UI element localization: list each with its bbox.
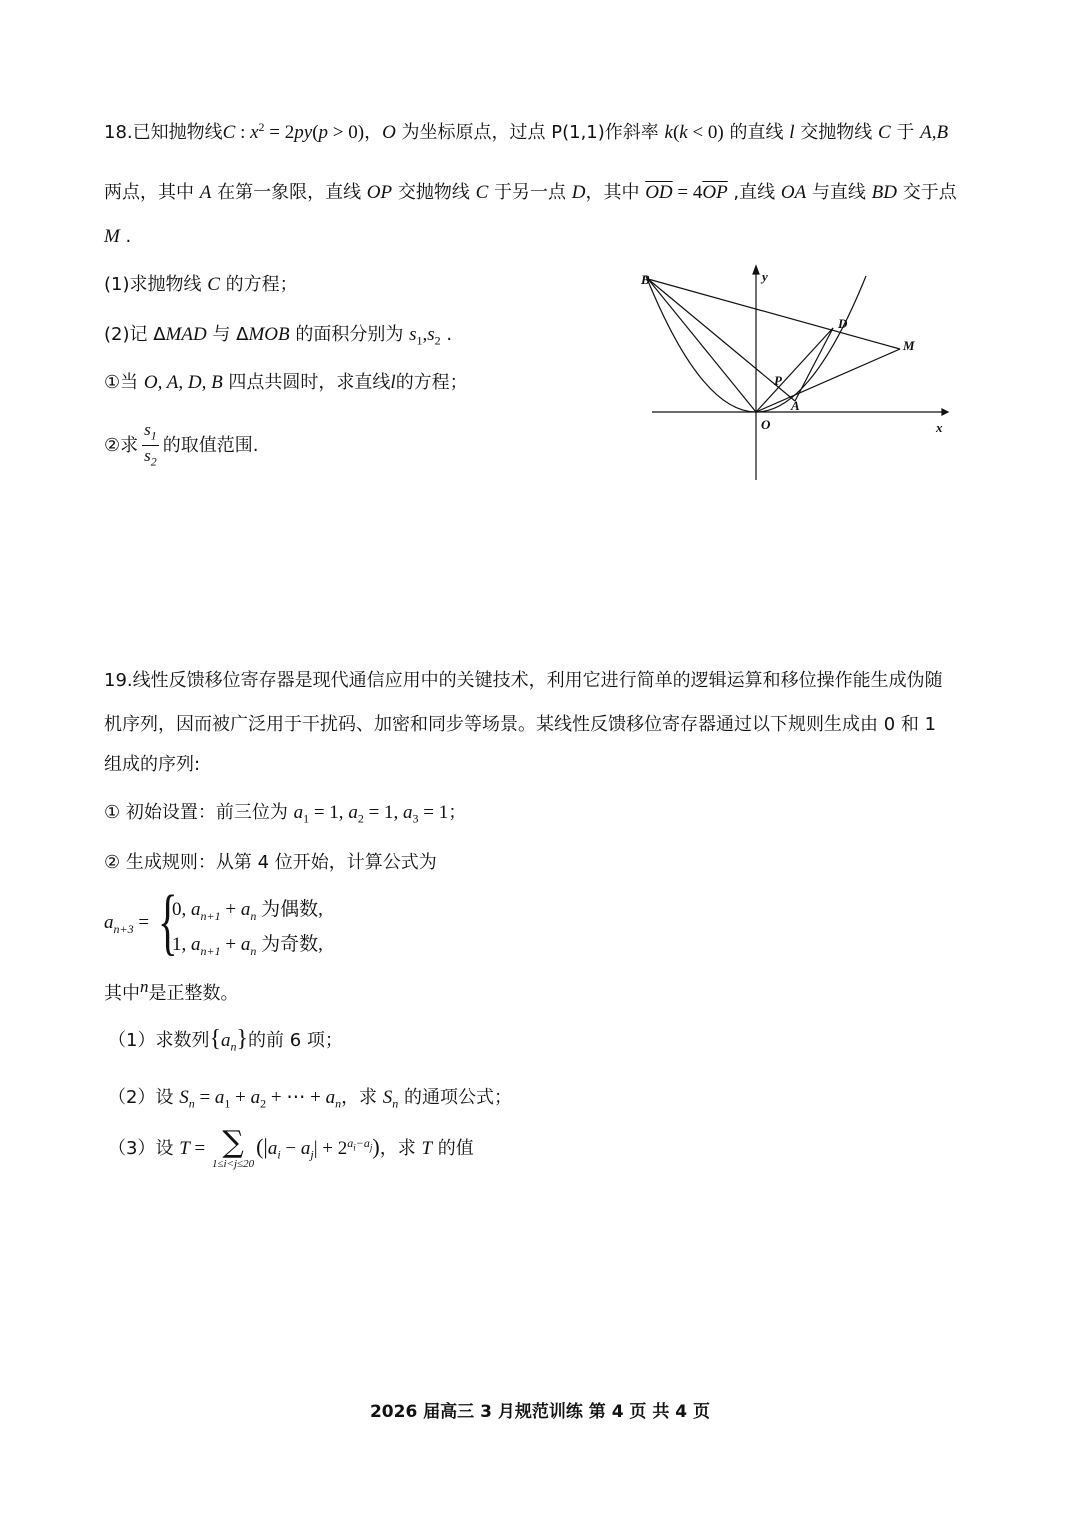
math: a — [300, 1138, 311, 1159]
q18-text: ①当 — [104, 372, 144, 393]
math: > 0) — [328, 122, 365, 143]
math: s — [409, 324, 417, 345]
q18-line2 — [104, 178, 957, 204]
math: a — [191, 934, 201, 955]
math: + — [220, 934, 241, 955]
math: BD — [871, 182, 897, 203]
math: n — [392, 1096, 399, 1111]
math: = 1 — [418, 802, 449, 823]
math: T — [421, 1138, 433, 1159]
q18-text: (2)记 Δ — [104, 324, 166, 345]
math: 1 — [416, 333, 423, 348]
math: n — [335, 1096, 342, 1111]
math: , — [422, 324, 428, 345]
q19-text: （3）设 — [108, 1138, 180, 1159]
q18-text: . — [440, 324, 453, 345]
math: } — [236, 1026, 249, 1052]
math: , — [931, 122, 937, 143]
math: C — [475, 182, 489, 203]
q19-text: ，求 — [341, 1087, 383, 1108]
summation — [211, 1125, 255, 1170]
q18-line1 — [104, 118, 948, 144]
math: = 4 — [672, 182, 703, 203]
formula-case-odd — [172, 929, 323, 959]
math: 1, — [172, 934, 191, 955]
math: 为奇数, — [256, 934, 323, 955]
math: p — [318, 122, 329, 143]
math: + — [230, 1087, 251, 1108]
q18-text: 的取值范围. — [162, 434, 259, 456]
math: ( — [672, 122, 680, 143]
q19-text: ； — [448, 802, 467, 823]
math: 1 — [303, 811, 310, 826]
math: 1 — [224, 1096, 231, 1111]
q19-para3: 组成的序列: — [104, 754, 201, 775]
math: s — [144, 420, 151, 439]
math: D — [571, 182, 586, 203]
q19-para2: 机序列，因而被广泛用于干扰码、加密和同步等场景。某线性反馈移位寄存器通过以下规则生成由 0 和 1 — [104, 714, 937, 735]
math: | + 2 — [313, 1138, 348, 1159]
vector-op: $\overline{OP}$ — [702, 182, 728, 203]
math: 2 — [260, 1096, 267, 1111]
formula-case-even — [172, 894, 323, 924]
math: n — [230, 1039, 237, 1054]
q19-rule2: ② 生成规则：从第 4 位开始，计算公式为 — [104, 852, 437, 873]
math: S — [382, 1087, 393, 1108]
math: s — [144, 446, 151, 466]
math: a — [293, 802, 304, 823]
math: a — [348, 802, 358, 823]
math: T — [179, 1138, 190, 1159]
parabola-figure — [630, 262, 950, 484]
math: a — [325, 1087, 336, 1108]
y-axis-arrow-icon — [753, 266, 759, 274]
formula-lhs — [104, 912, 149, 937]
math: n+1 — [200, 908, 221, 923]
q18-part1 — [104, 270, 298, 296]
math: k — [664, 122, 673, 143]
math: a — [347, 1136, 354, 1150]
math: s — [427, 324, 435, 345]
q19-text: 是正整数。 — [148, 983, 239, 1004]
q19-text: 的前 6 项； — [248, 1030, 343, 1051]
math: = 1, — [363, 802, 404, 823]
q19-para1: 19.线性反馈移位寄存器是现代通信应用中的关键技术，利用它进行简单的逻辑运算和移位操作能生成伪随 — [104, 670, 943, 691]
math: ) — [372, 1134, 380, 1159]
math: n — [140, 977, 149, 996]
label-d: D — [838, 316, 848, 331]
label-p: P — [774, 373, 782, 388]
math: a — [267, 1138, 278, 1159]
q18-text: 的面积分别为 — [289, 324, 410, 345]
q18-text: 与直线 — [806, 182, 872, 203]
math: C — [222, 122, 236, 143]
math: MAD — [165, 324, 207, 345]
vector-od: $\overline{OD}$ — [645, 182, 673, 203]
math: A — [920, 122, 932, 143]
q19-text: （2）设 — [108, 1087, 180, 1108]
x-axis-arrow-icon — [942, 409, 948, 415]
q19-sub1 — [108, 1026, 343, 1055]
math: a — [250, 1087, 261, 1108]
label-x: x — [936, 420, 943, 435]
math: i — [277, 1147, 281, 1162]
q19-sub2 — [108, 1083, 512, 1112]
label-m: M — [903, 338, 915, 353]
math: a — [240, 934, 251, 955]
math: < 0) — [687, 122, 724, 143]
math: M — [104, 226, 120, 247]
math: 0, — [172, 899, 191, 920]
math: : — [235, 122, 251, 143]
q18-text: 两点，其中 — [104, 182, 200, 203]
math: = 2 — [264, 122, 295, 143]
label-b: B — [641, 272, 650, 287]
q18-text: 在第一象限，直线 — [211, 182, 367, 203]
q19-rule1 — [104, 798, 466, 827]
math: l — [390, 372, 396, 393]
sigma-icon: ∑ — [222, 1125, 244, 1160]
q18-text: 18.已知抛物线 — [104, 122, 223, 143]
math: j — [310, 1147, 314, 1162]
q19-where — [104, 977, 239, 1005]
math: 3 — [412, 811, 419, 826]
math: 2 — [258, 120, 265, 134]
q19-text: ，求 — [379, 1138, 422, 1159]
fraction-s1-s2 — [142, 420, 159, 472]
math: = 1, — [309, 802, 349, 823]
label-y: y — [762, 269, 768, 284]
math: n — [250, 943, 257, 958]
sum-limits: 1≤i<j≤20 — [211, 1158, 255, 1170]
math: l — [789, 122, 795, 143]
q18-text: ，其中 — [585, 182, 646, 203]
math: + ⋯ + — [266, 1087, 326, 1108]
math: S — [179, 1087, 189, 1108]
q19-text: （1）求数列 — [108, 1030, 210, 1051]
q18-text: (1)求抛物线 — [104, 274, 208, 295]
math: i — [353, 1142, 356, 1153]
math: C — [877, 122, 891, 143]
q18-text: 的直线 — [723, 122, 790, 143]
math: + — [220, 899, 241, 920]
page-footer: 2026 届高三 3 月规范训练 第 4 页 共 4 页 — [369, 1402, 711, 1422]
q18-text: 于 — [890, 122, 921, 143]
q18-text: ②求 — [104, 434, 139, 456]
math: O, A, D, B — [143, 372, 223, 393]
math: − — [280, 1138, 301, 1159]
q18-text: 为坐标原点，过点 P(1,1)作斜率 — [395, 122, 665, 143]
line-ad — [795, 328, 833, 401]
math: a — [220, 1030, 231, 1051]
math: = — [133, 912, 150, 933]
math: OP — [366, 182, 393, 203]
math: OA — [780, 182, 807, 203]
math: ( — [312, 122, 319, 143]
math: x — [250, 122, 259, 143]
math: a — [240, 899, 251, 920]
fraction-denominator — [142, 446, 159, 471]
math: n — [250, 908, 257, 923]
math: MOB — [248, 324, 290, 345]
math: (| — [256, 1134, 268, 1159]
line-bm — [648, 279, 900, 349]
q18-text: ,直线 — [727, 182, 781, 203]
q19-text: 其中 — [104, 983, 140, 1004]
math: a — [214, 1087, 225, 1108]
math: j — [369, 1142, 373, 1153]
q18-text: 四点共圆时，求直线 — [222, 372, 391, 393]
label-o: O — [761, 417, 771, 432]
math: a — [104, 912, 114, 933]
q18-text: . — [119, 226, 132, 247]
label-a: A — [791, 398, 800, 413]
math: py — [294, 122, 313, 143]
q18-line3 — [104, 226, 131, 248]
math: 为偶数, — [256, 899, 323, 920]
math: = — [194, 1087, 215, 1108]
math: n+3 — [113, 921, 134, 936]
q19-text: ① 初始设置：前三位为 — [104, 802, 294, 823]
math: n+1 — [200, 943, 221, 958]
q18-part2a — [104, 368, 468, 394]
math: { — [209, 1026, 221, 1052]
fraction-numerator — [142, 420, 159, 446]
math: 1 — [150, 428, 157, 443]
math: a — [191, 899, 201, 920]
math: C — [207, 274, 220, 295]
q18-text: 交抛物线 — [392, 182, 476, 203]
math: a — [403, 802, 413, 823]
q18-text: 于另一点 — [488, 182, 572, 203]
math: 2 — [150, 454, 157, 469]
q18-text: 交于点 — [896, 182, 957, 203]
math: O — [382, 122, 396, 143]
math: B — [936, 122, 949, 143]
math: k — [679, 122, 688, 143]
q18-text: 的方程； — [395, 372, 468, 393]
q19-sub3 — [108, 1125, 474, 1170]
math: 2 — [357, 811, 364, 826]
q18-text: 的方程； — [219, 274, 298, 295]
q18-part2 — [104, 320, 452, 349]
line-bo — [648, 279, 756, 412]
math: 2 — [434, 333, 441, 348]
q18-text: 交抛物线 — [794, 122, 878, 143]
q18-text: 与 Δ — [206, 324, 249, 345]
q18-part2b — [104, 420, 259, 472]
math: n — [188, 1096, 195, 1111]
q19-text: 的通项公式； — [398, 1087, 513, 1108]
q19-text: 的值 — [432, 1138, 474, 1159]
q18-text: ， — [364, 122, 383, 143]
math: −a — [355, 1136, 370, 1150]
left-brace: { — [158, 881, 178, 963]
math: = — [189, 1138, 210, 1159]
line-ba — [648, 279, 795, 401]
math: A — [199, 182, 212, 203]
